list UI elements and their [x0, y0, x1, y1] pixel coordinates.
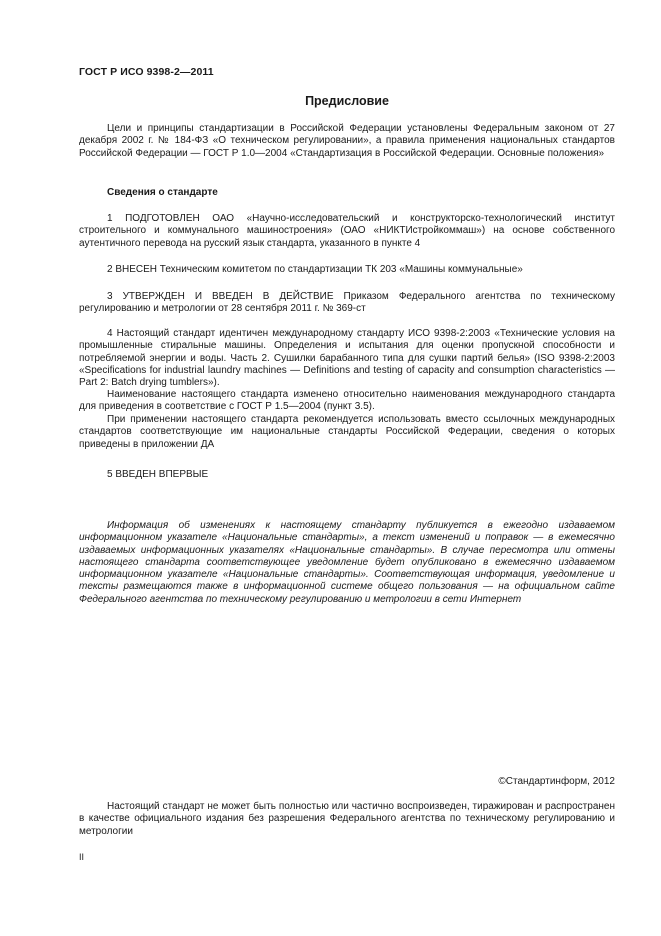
- copyright-line: ©Стандартинформ, 2012: [498, 776, 615, 787]
- item-2-paragraph: 2 ВНЕСЕН Техническим комитетом по стандартизации ТК 203 «Машины коммунальные»: [107, 264, 523, 275]
- item-5-paragraph: 5 ВВЕДЕН ВПЕРВЫЕ: [107, 469, 209, 480]
- page-title: Предисловие: [305, 94, 389, 108]
- item-3-paragraph: 3 УТВЕРЖДЕН И ВВЕДЕН В ДЕЙСТВИЕ Приказом Федерального агентства по техническому регулированию и метрологии от 28 сентября 2011 г. № 369-ст: [79, 291, 615, 315]
- item-4-references-note: При применении настоящего стандарта рекомендуется использовать вместо ссылочных международных стандартов соответствующие им национальные стандарты Российской Федерации, сведения о которых приведены в приложении ДА: [79, 414, 615, 450]
- document-code-header: ГОСТ Р ИСО 9398-2—2011: [79, 66, 214, 78]
- item-1-paragraph: 1 ПОДГОТОВЛЕН ОАО «Научно-исследовательский и конструкторско-технологический институт строительного и коммунального машиностроения» (ОАО «НИКТИстройкоммаш») на основе собственного аутентичного перевода на русский язык стандарта, указанного в пункте 4: [79, 213, 615, 249]
- section-heading: Сведения о стандарте: [107, 187, 218, 198]
- page-number: II: [79, 852, 85, 862]
- reproduction-notice-paragraph: Настоящий стандарт не может быть полностью или частично воспроизведен, тиражирован и распространен в качестве официального издания без разрешения Федерального агентства по техническому регулированию и метрологии: [79, 801, 615, 837]
- item-4-paragraph: 4 Настоящий стандарт идентичен международному стандарту ИСО 9398-2:2003 «Технические условия на промышленные стиральные машины. Определения и испытания для оценки пропускной способности и потребляемой энергии и воды. Часть 2. Сушилки барабанного типа для сушки партий белья» (ISO 9398-2:2003 «Specifications for industrial laundry machines — Definitions and testing of capacity and consumption characteristics — Part 2: Batch drying tumblers»).: [79, 328, 615, 389]
- intro-paragraph: Цели и принципы стандартизации в Российской Федерации установлены Федеральным законом от 27 декабря 2002 г. № 184-ФЗ «О техническом регулировании», а правила применения национальных стандартов Российской Федерации — ГОСТ Р 1.0—2004 «Стандартизация в Российской Федерации. Основные положения»: [79, 123, 615, 159]
- item-4-name-note: Наименование настоящего стандарта изменено относительно наименования международного стандарта для приведения в соответствие с ГОСТ Р 1.5—2004 (пункт 3.5).: [79, 389, 615, 413]
- info-notice-paragraph: Информация об изменениях к настоящему стандарту публикуется в ежегодно издаваемом информационном указателе «Национальные стандарты», а текст изменений и поправок — в ежемесячно издаваемых информационных указателях «Национальные стандарты». В случае пересмотра или отмены настоящего стандарта соответствующее уведомление будет опубликовано в ежемесячно издаваемом информационном указателе «Национальные стандарты». Соответствующая информация, уведомление и тексты размещаются также в информационной системе общего пользования — на официальном сайте Федерального агентства по техническому регулированию и метрологии в сети Интернет: [79, 520, 615, 605]
